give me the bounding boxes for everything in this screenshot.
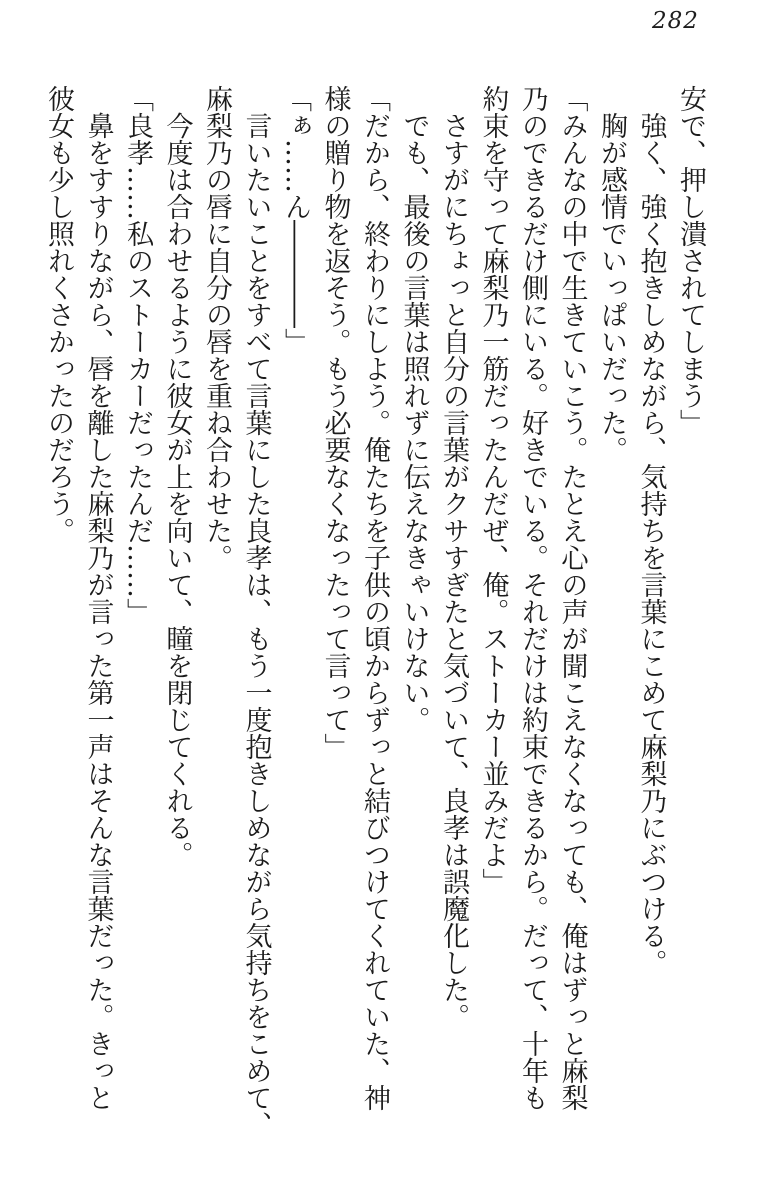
text-column: さすがにちょっと自分の言葉がクサすぎたと気づいて、良孝は誤魔化した。 (438, 112, 469, 1030)
text-column: 安で、押し潰されてしまう」 (675, 85, 706, 436)
text-column: 彼女も少し照れくさかったのだろう。 (43, 85, 74, 544)
text-column: 乃のできるだけ側にいる。好きでいる。それだけは約束できるから。だって、十年も (517, 85, 548, 1111)
text-column: 言いたいことをすべて言葉にした良孝は、もう一度抱きしめながら気持ちをこめて、 (240, 112, 272, 1138)
text-column: 鼻をすすりながら、唇を離した麻梨乃が言った第一声はそんな言葉だった。きっと (82, 112, 114, 1111)
text-column: 強く、強く抱きしめながら、気持ちを言葉にこめて麻梨乃にぶつける。 (635, 112, 667, 976)
page-number: 282 (652, 8, 699, 34)
text-column: 「良孝……私のストーカーだったんだ……」 (122, 85, 153, 625)
text-column: 「だから、終わりにしよう。俺たちを子供の頃からずっと結びつけてくれていた、神 (359, 85, 390, 1111)
text-column: 今度は合わせるように彼女が上を向いて、瞳を閉じてくれる。 (161, 112, 193, 868)
text-column: 「みんなの中で生きていこう。たとえ心の声が聞こえなくなっても、俺はずっと麻梨 (556, 85, 588, 1111)
text-column: 約束を守って麻梨乃一筋だったんだぜ、俺。ストーカー並みだよ」 (477, 85, 509, 895)
text-column: 様の贈り物を返そう。もう必要なくなったって言って」 (319, 85, 351, 760)
text-column: 麻梨乃の唇に自分の唇を重ね合わせた。 (201, 85, 232, 571)
vertical-text-block (39, 85, 711, 1157)
text-column: 「ぁ……ん――――」 (280, 85, 311, 355)
text-column: でも、最後の言葉は照れずに伝えなきゃいけない。 (398, 112, 430, 733)
text-column: 胸が感情でいっぱいだった。 (596, 112, 627, 463)
